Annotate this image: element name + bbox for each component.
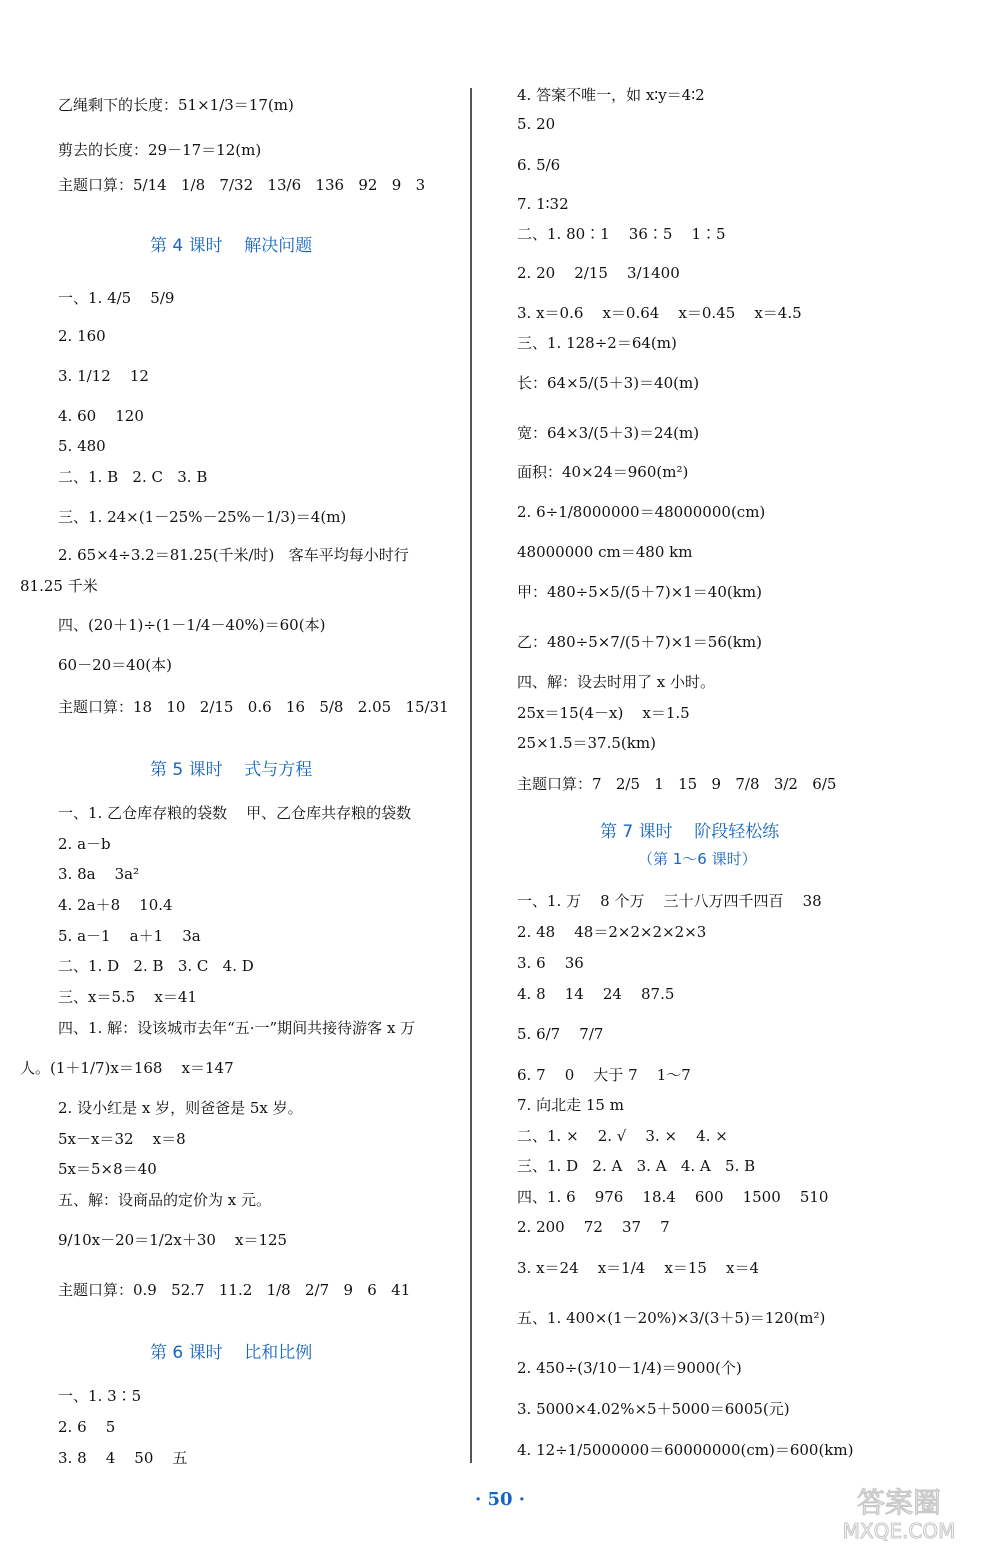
answer-line: 一、1. 乙仓库存粮的袋数 甲、乙仓库共存粮的袋数: [58, 804, 412, 822]
answer-line: 5. a－1 a＋1 3a: [58, 927, 201, 945]
section-title: 第 5 课时 式与方程: [150, 760, 313, 780]
answer-line: 二、1. D 2. B 3. C 4. D: [58, 957, 254, 975]
answer-line: 4. 12÷1/5000000＝60000000(cm)＝600(km): [517, 1441, 854, 1459]
answer-line: 3. 8a 3a²: [58, 865, 140, 883]
answer-line: 2. 20 2/15 3/1400: [517, 264, 680, 282]
answer-line: 三、1. 128÷2＝64(m): [517, 334, 677, 352]
answer-line: 主题口算：0.9 52.7 11.2 1/8 2/7 9 6 41: [58, 1281, 411, 1299]
answer-line: 5x－x＝32 x＝8: [58, 1130, 186, 1148]
answer-line: 主题口算：5/14 1/8 7/32 13/6 136 92 9 3: [58, 176, 426, 194]
answer-line: 25x＝15(4－x) x＝1.5: [517, 704, 690, 722]
answer-line: 48000000 cm＝480 km: [517, 543, 693, 561]
answer-line: 剪去的长度：29－17＝12(m): [58, 141, 262, 159]
answer-line: 9/10x－20＝1/2x＋30 x＝125: [58, 1231, 288, 1249]
answer-line: 二、1. × 2. √ 3. × 4. ×: [517, 1127, 728, 1145]
answer-line: 长：64×5/(5＋3)＝40(m): [517, 374, 700, 392]
answer-line: 五、解：设商品的定价为 x 元。: [58, 1191, 271, 1209]
answer-line: 四、解：设去时用了 x 小时。: [517, 673, 715, 691]
answer-line: 7. 1∶32: [517, 195, 569, 213]
answer-line: 二、1. B 2. C 3. B: [58, 468, 208, 486]
answer-line: 乙：480÷5×7/(5＋7)×1＝56(km): [517, 633, 762, 651]
answer-line: 4. 2a＋8 10.4: [58, 896, 173, 914]
answer-line: 2. 160: [58, 327, 106, 345]
answer-line: 3. x＝24 x＝1/4 x＝15 x＝4: [517, 1259, 759, 1277]
answer-line: 四、1. 解：设该城市去年“五·一”期间共接待游客 x 万: [58, 1019, 416, 1037]
answer-line: 60－20＝40(本): [58, 656, 172, 674]
section-title: 第 7 课时 阶段轻松练: [600, 822, 780, 842]
answer-line: 25×1.5＝37.5(km): [517, 734, 656, 752]
watermark-line1: 答案圈: [856, 1486, 942, 1519]
answer-line: 4. 答案不唯一，如 x∶y＝4∶2: [517, 86, 705, 104]
answer-line: 5x＝5×8＝40: [58, 1160, 157, 1178]
section-title: 第 6 课时 比和比例: [150, 1343, 313, 1363]
answer-line: 3. 8 4 50 五: [58, 1449, 188, 1467]
answer-line: 2. 6÷1/8000000＝48000000(cm): [517, 503, 766, 521]
answer-line: 主题口算：7 2/5 1 15 9 7/8 3/2 6/5: [517, 775, 837, 793]
answer-line: 一、1. 万 8 个万 三十八万四千四百 38: [517, 892, 822, 910]
watermark-line2: MXQE.COM: [842, 1519, 956, 1543]
answer-line: 主题口算：18 10 2/15 0.6 16 5/8 2.05 15/31: [58, 698, 449, 716]
section-subtitle: （第 1～6 课时）: [638, 850, 757, 868]
answer-line: 3. 5000×4.02%×5＋5000＝6005(元): [517, 1400, 790, 1418]
answer-line: 5. 6/7 7/7: [517, 1025, 604, 1043]
answer-line: 3. 1/12 12: [58, 367, 149, 385]
answer-line: 4. 60 120: [58, 407, 144, 425]
answer-line: 一、1. 3∶5: [58, 1387, 142, 1405]
answer-line: 三、1. D 2. A 3. A 4. A 5. B: [517, 1157, 756, 1175]
answer-line: 四、1. 6 976 18.4 600 1500 510: [517, 1188, 829, 1206]
answer-line: 人。(1＋1/7)x＝168 x＝147: [20, 1059, 234, 1077]
page-number: · 50 ·: [474, 1489, 526, 1510]
answer-line: 3. 6 36: [517, 954, 584, 972]
answer-line: 2. 200 72 37 7: [517, 1218, 670, 1236]
answer-line: 三、1. 24×(1－25%－25%－1/3)＝4(m): [58, 508, 347, 526]
answer-line: 一、1. 4/5 5/9: [58, 289, 175, 307]
watermark-logo: [814, 1478, 984, 1544]
answer-line: 2. a－b: [58, 835, 111, 853]
section-title: 第 4 课时 解决问题: [150, 236, 313, 256]
answer-line: 甲：480÷5×5/(5＋7)×1＝40(km): [517, 583, 762, 601]
answer-line: 宽：64×3/(5＋3)＝24(m): [517, 424, 700, 442]
answer-line: 3. x＝0.6 x＝0.64 x＝0.45 x＝4.5: [517, 304, 802, 322]
answer-line: 5. 20: [517, 115, 556, 133]
answer-line: 7. 向北走 15 m: [517, 1096, 624, 1114]
answer-line: 6. 5/6: [517, 156, 561, 174]
answer-line: 三、x＝5.5 x＝41: [58, 988, 197, 1006]
answer-line: 2. 65×4÷3.2＝81.25(千米/时) 客车平均每小时行: [58, 546, 409, 564]
answer-line: 五、1. 400×(1－20%)×3/(3＋5)＝120(m²): [517, 1309, 826, 1327]
answer-line: 81.25 千米: [20, 577, 98, 595]
answer-line: 四、(20＋1)÷(1－1/4－40%)＝60(本): [58, 616, 326, 634]
answer-line: 二、1. 80∶1 36∶5 1∶5: [517, 225, 726, 243]
answer-line: 面积：40×24＝960(m²): [517, 463, 689, 481]
answer-line: 4. 8 14 24 87.5: [517, 985, 675, 1003]
answer-line: 2. 设小红是 x 岁，则爸爸是 5x 岁。: [58, 1099, 303, 1117]
column-divider: [470, 88, 472, 1463]
answer-line: 6. 7 0 大于 7 1～7: [517, 1066, 691, 1084]
answer-line: 5. 480: [58, 437, 106, 455]
answer-line: 乙绳剩下的长度：51×1/3＝17(m): [58, 96, 294, 114]
answer-line: 2. 450÷(3/10－1/4)＝9000(个): [517, 1359, 742, 1377]
answer-line: 2. 48 48＝2×2×2×2×3: [517, 923, 707, 941]
answer-line: 2. 6 5: [58, 1418, 116, 1436]
